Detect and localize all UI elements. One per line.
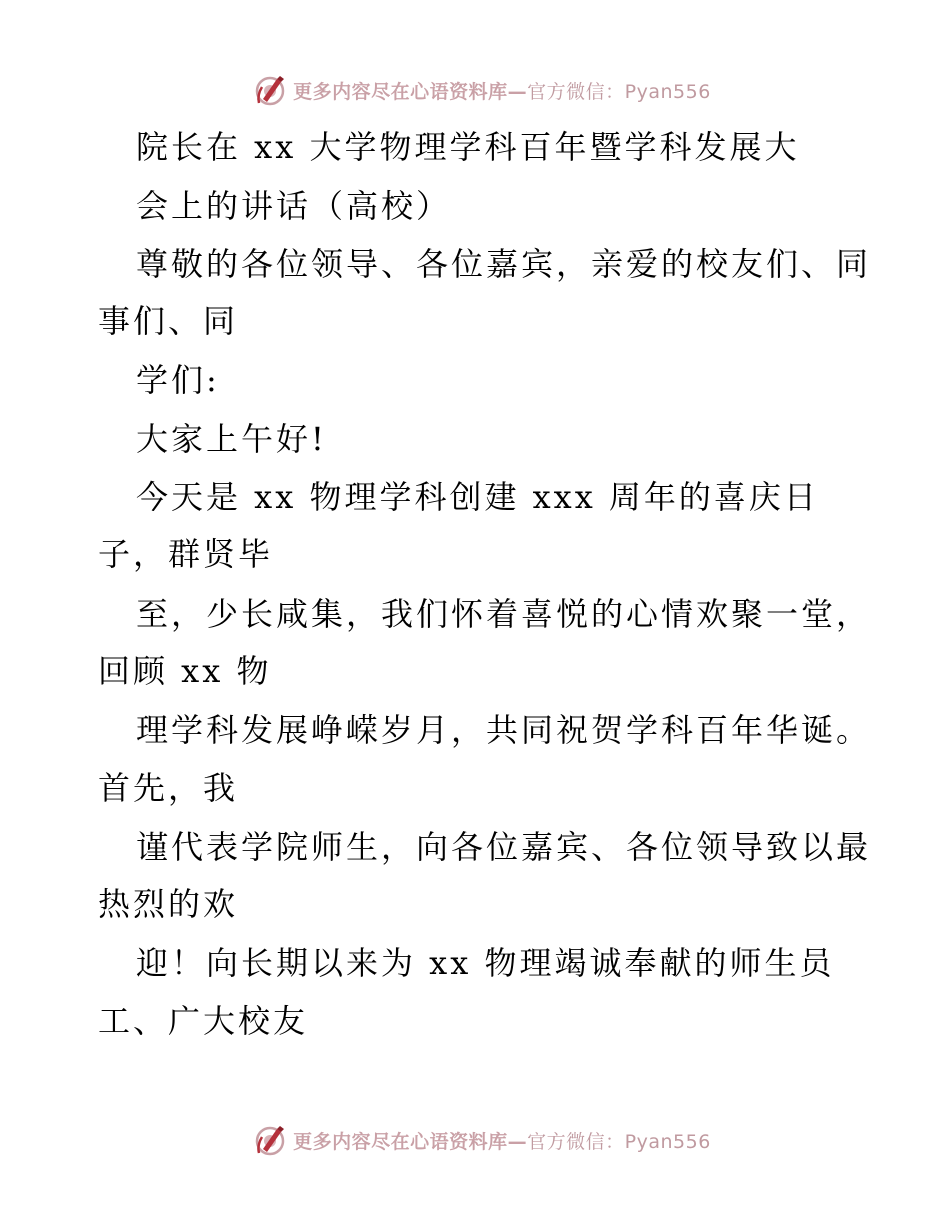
watermark-text: 更多内容尽在心语资料库—官方微信：Pyan556 [293, 80, 711, 103]
text-line: 至，少长咸集，我们怀着喜悦的心情欢聚一堂， [136, 595, 872, 633]
title-line-2: 会上的讲话（高校） [136, 187, 452, 225]
text-line: 今天是 xx 物理学科创建 xxx 周年的喜庆日 [136, 478, 819, 516]
text-line: 首先，我 [98, 769, 239, 807]
text-line: 热烈的欢 [98, 885, 239, 923]
text-line: 理学科发展峥嵘岁月，共同祝贺学科百年华诞。 [136, 711, 872, 749]
text-line: 学们: [136, 361, 220, 399]
watermark-text: 更多内容尽在心语资料库—官方微信：Pyan556 [293, 1130, 711, 1153]
text-line: 子，群贤毕 [98, 535, 274, 573]
text-line: 尊敬的各位领导、各位嘉宾，亲爱的校友们、同 [136, 245, 872, 283]
text-line: 谨代表学院师生，向各位嘉宾、各位领导致以最 [136, 828, 872, 866]
pen-circle-logo-icon [253, 1123, 287, 1157]
footer-watermark [253, 1123, 711, 1157]
text-line: 工、广大校友 [98, 1002, 309, 1040]
title-line-1: 院长在 xx 大学物理学科百年暨学科发展大 [136, 128, 800, 166]
text-line: 回顾 xx 物 [98, 652, 272, 690]
text-line: 迎！向长期以来为 xx 物理竭诚奉献的师生员 [136, 944, 835, 982]
footer-watermark-banner [0, 1120, 950, 1160]
text-line: 事们、同 [98, 302, 239, 340]
text-line: 大家上午好! [136, 420, 327, 458]
